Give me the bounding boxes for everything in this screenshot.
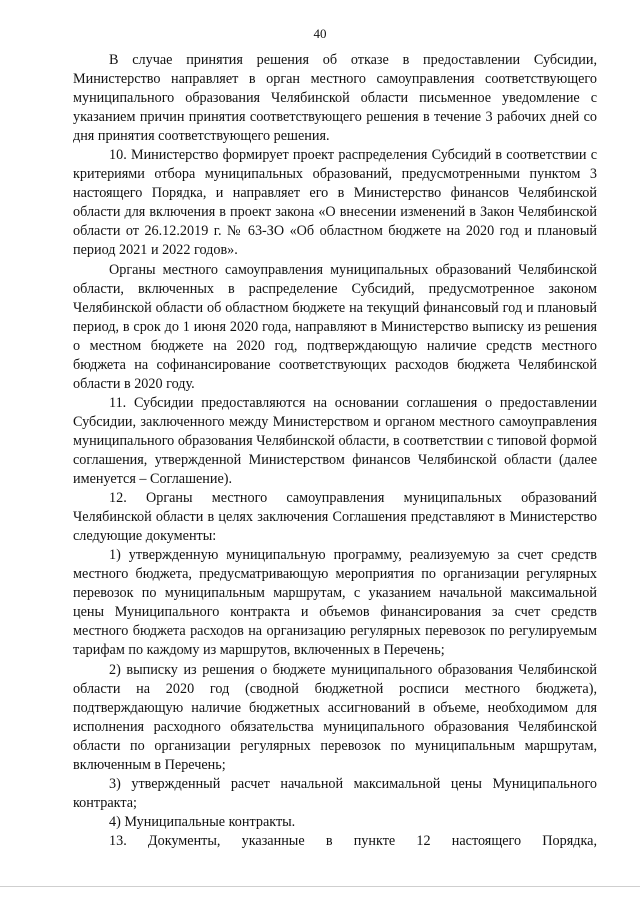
paragraph-item-12: 12. Органы местного самоуправления муниципальных образований Челябинской области в целях заключения Соглашения представляют в Министерство следующие документы:	[73, 490, 597, 545]
paragraph-item-11: 11. Субсидии предоставляются на основании соглашения о предоставлении Субсидии, заключенного между Министерством и органом местного самоуправления муниципального образования Челябинской области, в соответствии с типовой формой соглашения, утвержденной Министерством финансов Челябинской области (далее именуется – Соглашение).	[73, 394, 597, 488]
list-item-3-price-calculation: 3) утвержденный расчет начальной максимальной цены Муниципального контракта;	[73, 775, 597, 811]
paragraph-item-13: 13. Документы, указанные в пункте 12 настоящего Порядка,	[109, 832, 597, 849]
list-item-2-budget-extract: 2) выписку из решения о бюджете муниципального образования Челябинской области на 2020 год (сводной бюджетной росписи местного бюджета), подтверждающую наличие бюджетных ассигнований в объеме, необходимом для исполнения расходного обязательства муниципального образования Челябинской области по организации регулярных перевозок по муниципальным маршрутам, включенным в Перечень;	[73, 661, 597, 773]
list-item-1-program: 1) утвержденную муниципальную программу, реализуемую за счет средств местного бюджета, предусматривающую мероприятия по организации регулярных перевозок по муниципальным маршрутам, с указанием начальной максимальной цены Муниципального контракта и объемов финансирования за счет средств местного бюджета расходов на организацию регулярных перевозок по регулируемым тарифам по каждому из маршрутов, включенных в Перечень;	[73, 547, 597, 659]
page-number: 40	[313, 26, 327, 41]
scan-bottom-edge	[0, 886, 640, 887]
paragraph-refusal-notice: В случае принятия решения об отказе в предоставлении Субсидии, Министерство направляет в орган местного самоуправления соответствующего муниципального образования Челябинской области письменное уведомление с указанием причин принятия соответствующего решения в течение 3 рабочих дней со дня принятия соответствующего решения.	[73, 52, 597, 145]
document-body	[73, 51, 597, 851]
list-item-4-contracts: 4) Муниципальные контракты.	[109, 813, 296, 830]
paragraph-local-budget-extract: Органы местного самоуправления муниципальных образований Челябинской области, включенных в распределение Субсидий, предусмотренное законом Челябинской области об областном бюджете на текущий финансовый год и плановый период, в срок до 1 июня 2020 года, направляют в Министерство выписку из решения о местном бюджете на 2020 год, подтверждающую наличие средств местного бюджета на софинансирование соответствующих расходов бюджета Челябинской области в 2020 году.	[73, 261, 597, 392]
paragraph-item-10: 10. Министерство формирует проект распределения Субсидий в соответствии с критериями отбора муниципальных образований, предусмотренными пунктом 3 настоящего Порядка, и направляет его в Министерство финансов Челябинской области для включения в проект закона «О внесении изменений в Закон Челябинской области от 26.12.2019 г. № 63-ЗО «Об областном бюджете на 2020 год и плановый период 2021 и 2022 годов».	[73, 147, 597, 259]
